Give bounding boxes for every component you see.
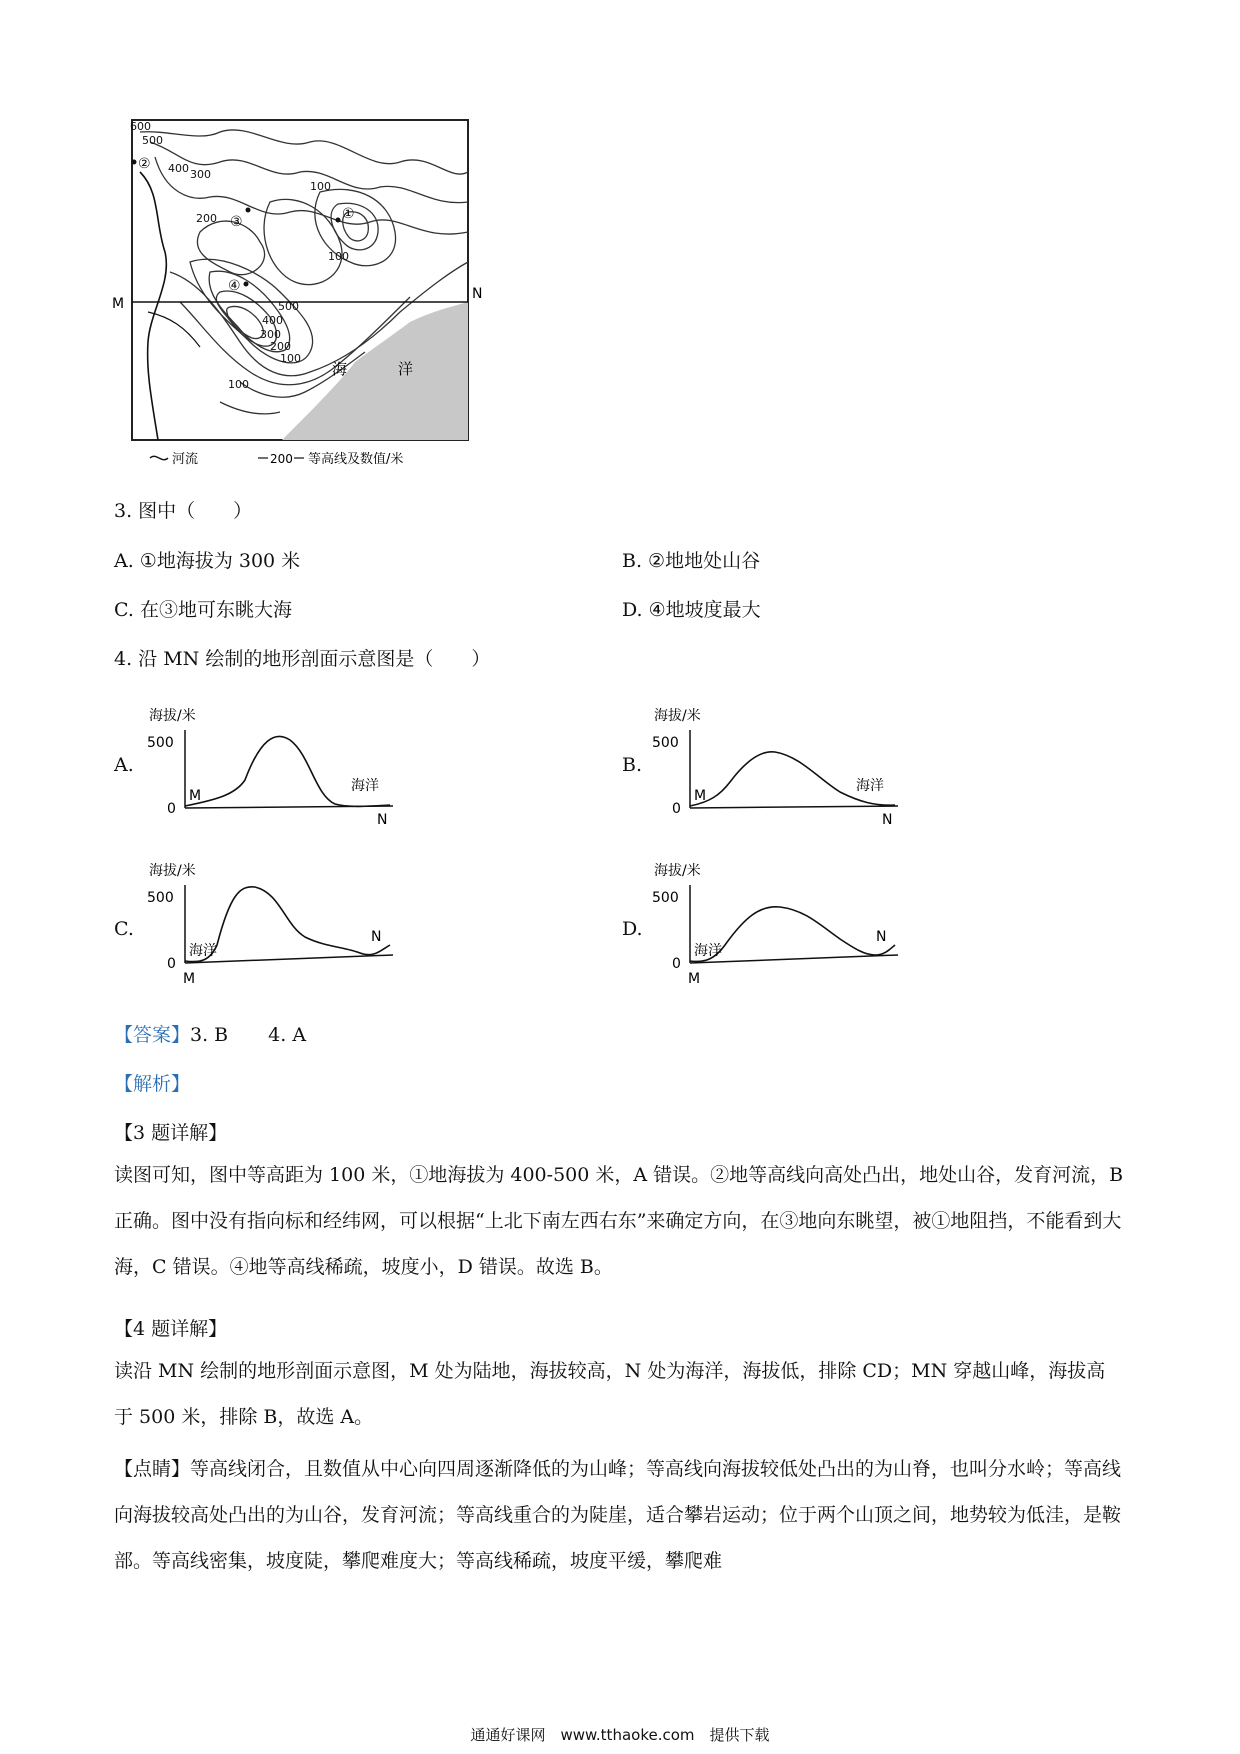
sea-label-2: 洋 <box>398 360 414 378</box>
profile-m-label: M <box>183 971 196 987</box>
profile-sea-label: 海洋 <box>694 943 722 959</box>
q3-detail-title: 【3 题详解】 <box>114 1122 228 1144</box>
profile-m-label: M <box>189 788 202 804</box>
profile-sea-label: 海洋 <box>189 943 217 959</box>
tip-label: 【点睛】 <box>114 1458 191 1480</box>
analysis-label: 【解析】 <box>114 1073 191 1095</box>
legend-river-label: 河流 <box>172 452 199 467</box>
profile-d <box>650 855 920 995</box>
profile-n-label: N <box>876 929 887 945</box>
profile-sea-label: 海洋 <box>856 778 884 794</box>
contour-label: 100 <box>328 250 349 263</box>
profile-y0: 0 <box>167 956 176 972</box>
point-2-label: ② <box>138 156 151 172</box>
contour-label: 100 <box>228 378 249 391</box>
sea-label-1: 海 <box>332 360 348 378</box>
q3-option-d: D. ④地坡度最大 <box>622 599 761 621</box>
legend-contour-label: 等高线及数值/米 <box>308 452 404 467</box>
profile-y500: 500 <box>652 735 679 751</box>
profile-ylabel: 海拔/米 <box>654 708 701 724</box>
answer-line <box>114 1022 306 1048</box>
profile-ylabel: 海拔/米 <box>149 863 196 879</box>
profile-c <box>145 855 415 995</box>
profile-sea-label: 海洋 <box>351 778 379 794</box>
profile-m-label: M <box>694 788 707 804</box>
q3-detail-text: 读图可知，图中等高距为 100 米，①地海拔为 400-500 米，A 错误。②地等高线向高处凸出，地处山谷，发育河流，B 正确。图中没有指向标和经纬网，可以根据“上北下南左西右东”来确定方向，在③地向东眺望，被①地阻挡，不能看到大海，C 错误。④地等高线稀疏，坡度小，D 错误。故选 B。 <box>114 1164 1124 1278</box>
contour-label: 300 <box>260 328 281 341</box>
map-legend <box>150 451 403 467</box>
contour-label: 400 <box>168 162 189 175</box>
profile-y0: 0 <box>167 801 176 817</box>
m-label: M <box>112 296 125 312</box>
q4-option-d-letter: D. <box>622 918 643 940</box>
q3-option-c: C. 在③地可东眺大海 <box>114 599 292 621</box>
q4-option-a-letter: A. <box>114 754 134 776</box>
profile-y0: 0 <box>672 801 681 817</box>
q3-stem: 3. 图中（ ） <box>114 500 253 522</box>
n-label: N <box>472 286 483 302</box>
q4-option-c-letter: C. <box>114 918 134 940</box>
profile-n-label: N <box>377 812 388 828</box>
contour-label: 200 <box>196 212 217 225</box>
contour-label: 500 <box>278 300 299 313</box>
point-1-dot <box>336 218 341 223</box>
contour-label: 400 <box>262 314 283 327</box>
profile-y500: 500 <box>652 890 679 906</box>
contour-label: 600 <box>130 120 151 133</box>
answer-q4: 4. A <box>268 1024 307 1046</box>
contour-label: 500 <box>142 134 163 147</box>
q4-detail-text: 读沿 MN 绘制的地形剖面示意图，M 处为陆地，海拔较高，N 处为海洋，海拔低，排除 CD；MN 穿越山峰，海拔高于 500 米，排除 B，故选 A。 <box>114 1360 1106 1428</box>
profile-y0: 0 <box>672 956 681 972</box>
contour-label: 100 <box>280 352 301 365</box>
contour-label: 300 <box>190 168 211 181</box>
q4-option-b-letter: B. <box>622 754 643 776</box>
profile-m-label: M <box>688 971 701 987</box>
q3-option-b: B. ②地地处山谷 <box>622 550 761 572</box>
contour-map <box>110 112 483 472</box>
answer-label: 【答案】 <box>114 1024 191 1046</box>
contour-label: 100 <box>310 180 331 193</box>
profile-n-label: N <box>882 812 893 828</box>
profile-a <box>145 700 415 840</box>
footer-text: 通通好课网 www.tthaoke.com 提供下载 <box>470 1726 770 1744</box>
profile-ylabel: 海拔/米 <box>654 863 701 879</box>
point-3-label: ③ <box>230 214 243 230</box>
q4-detail-title: 【4 题详解】 <box>114 1318 228 1340</box>
profile-b <box>650 700 920 840</box>
q3-option-a: A. ①地海拔为 300 米 <box>114 550 301 572</box>
profile-y500: 500 <box>147 890 174 906</box>
profile-ylabel: 海拔/米 <box>149 708 196 724</box>
point-4-dot <box>244 282 249 287</box>
q4-stem: 4. 沿 MN 绘制的地形剖面示意图是（ ） <box>114 648 491 670</box>
profile-y500: 500 <box>147 735 174 751</box>
point-3-dot <box>246 208 251 213</box>
answer-q3: 3. B <box>190 1024 229 1046</box>
legend-contour-value: 200 <box>270 452 293 466</box>
tip-paragraph <box>114 1446 1124 1584</box>
point-1-label: ① <box>342 206 355 222</box>
legend-river-symbol <box>150 456 168 459</box>
point-2-dot <box>132 160 137 165</box>
point-4-label: ④ <box>228 278 241 294</box>
profile-curve <box>185 736 390 806</box>
tip-text: 等高线闭合，且数值从中心向四周逐渐降低的为山峰；等高线向海拔较低处凸出的为山脊，也叫分水岭；等高线向海拔较高处凸出的为山谷，发育河流；等高线重合的为陡崖，适合攀岩运动；位于两个山顶之间，地势较为低洼，是鞍部。等高线密集，坡度陡，攀爬难度大；等高线稀疏，坡度平缓，攀爬难 <box>114 1458 1122 1572</box>
contour-label: 200 <box>270 340 291 353</box>
profile-n-label: N <box>371 929 382 945</box>
